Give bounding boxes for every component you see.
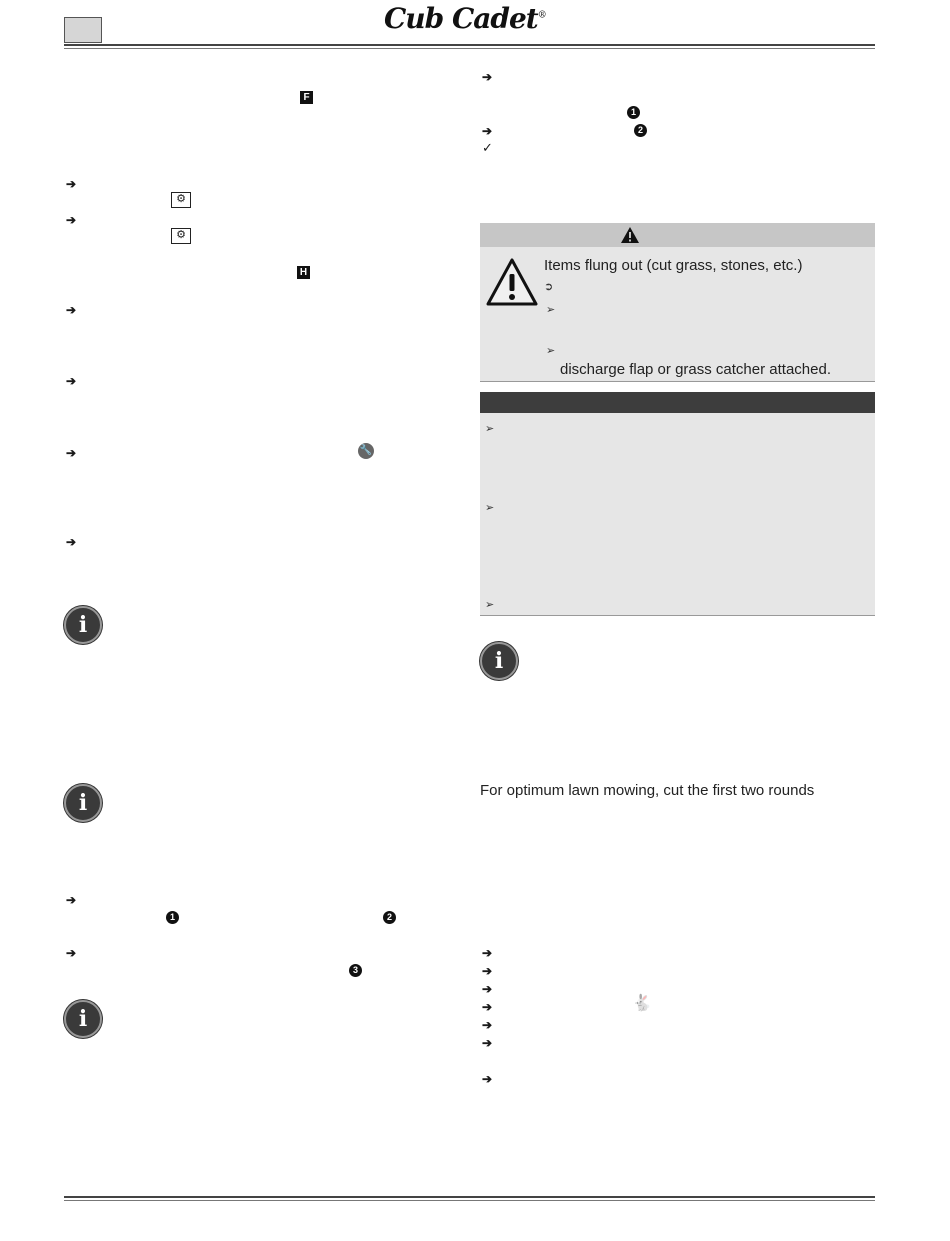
arrow-icon: ➔ [66,374,77,388]
light-gear-icon: ⚙ [171,192,191,208]
footer-rule-thin [64,1200,875,1201]
footer-rule [64,1196,875,1198]
number-1-icon: 1 [166,911,179,924]
arrow-icon: ➔ [482,982,493,996]
brand-logo: Cub Cadet® [384,2,546,35]
arrow-icon: ➔ [66,535,77,549]
note-header [480,392,875,413]
arrow-icon: ➔ [66,893,77,907]
page-number-box [64,17,102,43]
info-icon: i [64,784,102,822]
arrow-icon: ➔ [482,1036,493,1050]
f-symbol: F [300,91,313,104]
warning-triangle-icon [620,226,640,244]
arrow-icon: ➔ [66,303,77,317]
warning-text: discharge flap or grass catcher attached. [560,361,831,378]
circle-arrow-icon: ➲ [544,281,554,293]
number-1-icon: 1 [627,106,640,119]
arrow-icon: ➔ [66,213,77,227]
check-icon: ✓ [482,140,493,155]
arrow-icon: ➔ [66,177,77,191]
arrow-icon: ➔ [66,446,77,460]
arrow-icon: ➔ [482,964,493,978]
pointer-icon: ➢ [485,502,495,514]
number-2-icon: 2 [383,911,396,924]
warning-header [480,223,875,247]
pointer-icon: ➢ [485,599,495,611]
info-icon: i [480,642,518,680]
header-rule [64,44,875,46]
arrow-icon: ➔ [482,1000,493,1014]
pointer-icon: ➢ [546,304,556,316]
arrow-icon: ➔ [482,70,493,84]
number-2-icon: 2 [634,124,647,137]
pointer-icon: ➢ [485,423,495,435]
number-3-icon: 3 [349,964,362,977]
info-icon: i [64,1000,102,1038]
warning-large-triangle-icon [486,258,538,306]
arrow-icon: ➔ [66,946,77,960]
wrench-icon: 🔧 [358,443,374,459]
info-icon: i [64,606,102,644]
light-gear-icon: ⚙ [171,228,191,244]
h-symbol: H [297,266,310,279]
pointer-icon: ➢ [546,345,556,357]
note-body [480,413,875,616]
arrow-icon: ➔ [482,946,493,960]
warning-text: Items flung out (cut grass, stones, etc.) [544,257,803,274]
mowing-tip-text: For optimum lawn mowing, cut the first two rounds [480,782,815,799]
arrow-icon: ➔ [482,1072,493,1086]
rabbit-speed-icon: 🐇 [632,995,652,1012]
arrow-icon: ➔ [482,1018,493,1032]
arrow-icon: ➔ [482,124,493,138]
header-rule-thin [64,48,875,49]
